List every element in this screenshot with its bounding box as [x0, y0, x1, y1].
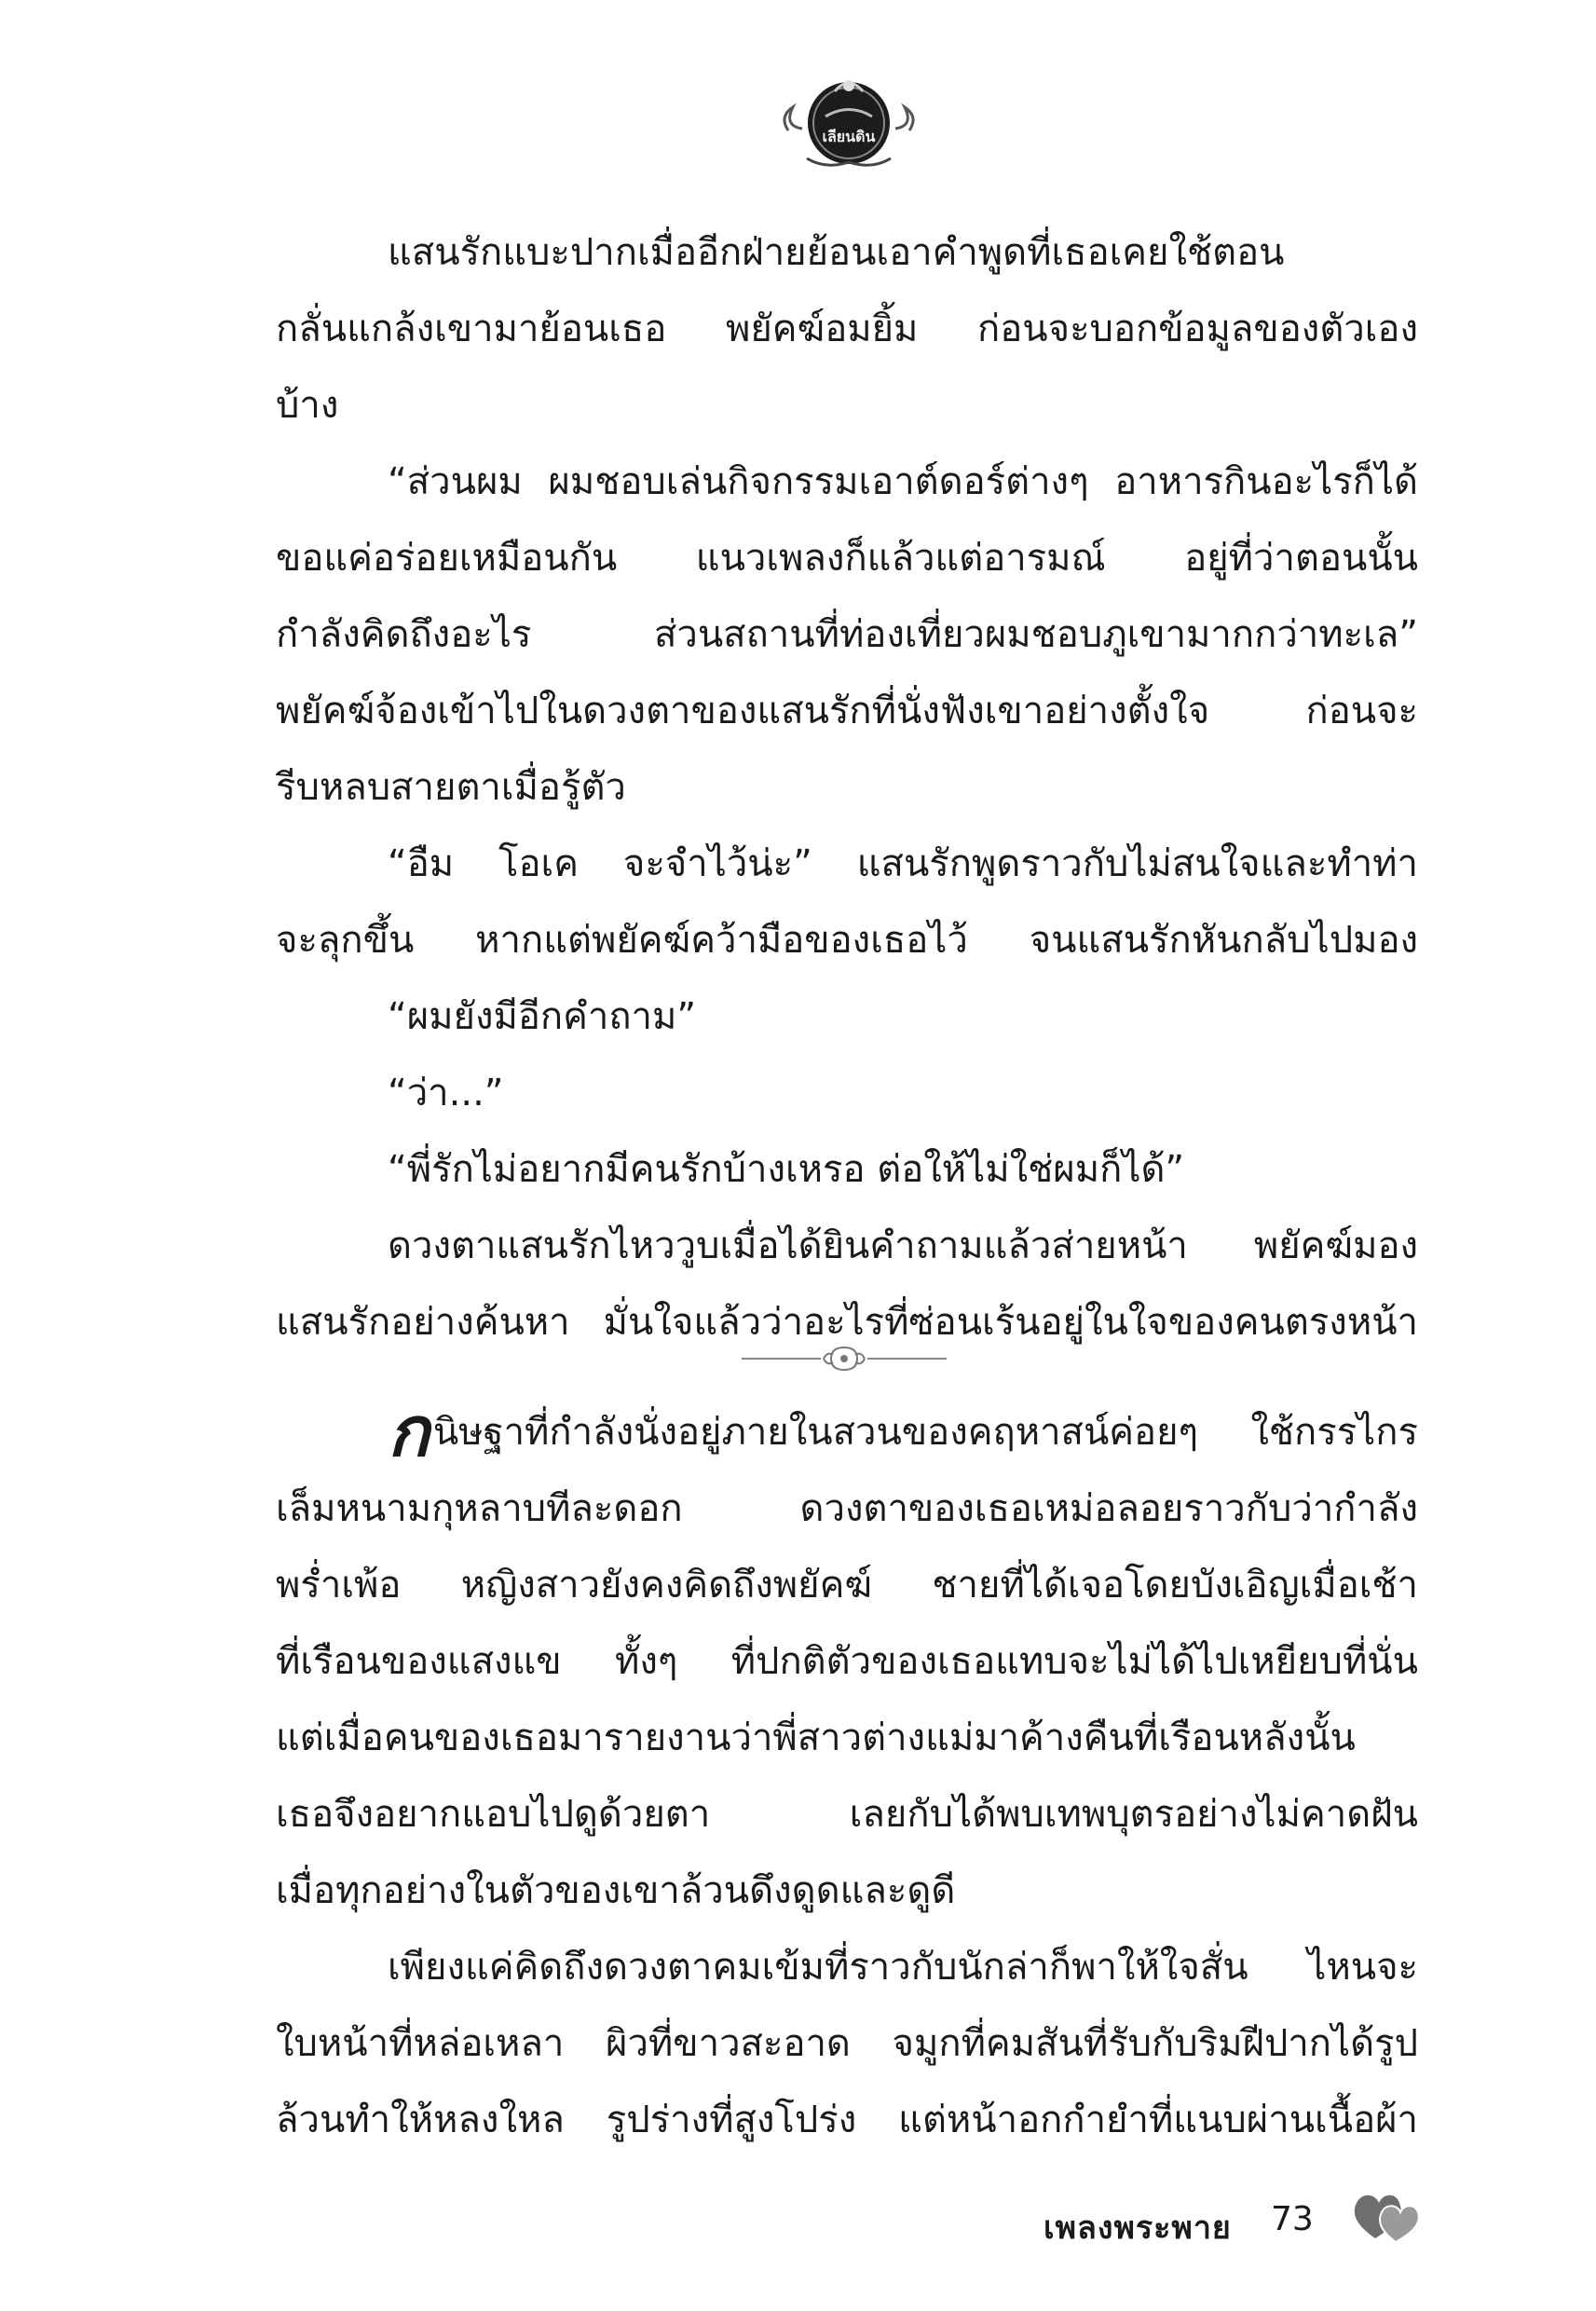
paragraph-line: “อืม โอเค จะจำไว้น่ะ” แสนรักพูดราวกับไม่สนใจและทำท่า: [388, 842, 1418, 885]
ornamental-divider-icon: [742, 1340, 947, 1377]
paragraph-line: พยัคฆ์จ้องเข้าไปในดวงตาของแสนรักที่นั่งฟังเขาอย่างตั้งใจ ก่อนจะ: [276, 690, 1418, 732]
paragraph-line: รีบหลบสายตาเมื่อรู้ตัว: [276, 766, 626, 809]
paragraph-line: บ้าง: [276, 384, 339, 427]
paragraph-line: “ส่วนผม ผมชอบเล่นกิจกรรมเอาต์ดอร์ต่างๆ อาหารกินอะไรก็ได้: [388, 460, 1418, 503]
paragraph-line: เล็มหนามกุหลาบทีละดอก ดวงตาของเธอเหม่อลอยราวกับว่ากำลัง: [276, 1487, 1418, 1530]
paragraph-line: เธอจึงอยากแอบไปดูด้วยตา เลยกับได้พบเทพบุตรอย่างไม่คาดฝัน: [276, 1793, 1418, 1836]
paragraph-line-first: [276, 1394, 1418, 1470]
paragraph-line: เพียงแค่คิดถึงดวงตาคมเข้มที่ราวกับนักล่าก็พาให้ใจสั่น ไหนจะ: [388, 1946, 1418, 1989]
logo-text: เลียนดิน: [822, 128, 876, 145]
paragraph-line: กำลังคิดถึงอะไร ส่วนสถานที่ท่องเที่ยวผมชอบภูเขามากกว่าทะเล”: [276, 613, 1418, 656]
paragraph-line: “ว่า...”: [388, 1072, 504, 1114]
paragraph-line: แสนรักอย่างค้นหา มั่นใจแล้วว่าอะไรที่ซ่อนเร้นอยู่ในใจของคนตรงหน้า: [276, 1301, 1418, 1344]
page-number: 73: [1271, 2200, 1314, 2238]
paragraph-line: ดวงตาแสนรักไหววูบเมื่อได้ยินคำถามแล้วส่ายหน้า พยัคฆ์มอง: [388, 1224, 1418, 1267]
book-title: เพลงพระพาย: [1044, 2209, 1232, 2247]
paragraph-line: ใบหน้าที่หล่อเหลา ผิวที่ขาวสะอาด จมูกที่คมสันที่รับกับริมฝีปากได้รูป: [276, 2022, 1418, 2065]
paragraph-line: กลั่นแกล้งเขามาย้อนเธอ พยัคฆ์อมยิ้ม ก่อนจะบอกข้อมูลของตัวเอง: [276, 308, 1418, 350]
paragraph-line: ที่เรือนของแสงแข ทั้งๆ ที่ปกติตัวของเธอแทบจะไม่ได้ไปเหยียบที่นั่น: [276, 1640, 1418, 1683]
paragraph-line: “ผมยังมีอีกคำถาม”: [388, 995, 697, 1038]
paragraph-line: พร่ำเพ้อ หญิงสาวยังคงคิดถึงพยัคฆ์ ชายที่ได้เจอโดยบังเอิญเมื่อเช้า: [276, 1564, 1418, 1607]
double-heart-icon: [1349, 2184, 1424, 2249]
drop-cap: ก: [388, 1394, 430, 1470]
paragraph-line: เมื่อทุกอย่างในตัวของเขาล้วนดึงดูดและดูดี: [276, 1869, 956, 1912]
section-2: [276, 1394, 1418, 2158]
paragraph-line: แสนรักแบะปากเมื่ออีกฝ่ายย้อนเอาคำพูดที่เธอเคยใช้ตอน: [388, 231, 1285, 274]
paragraph-line: แต่เมื่อคนของเธอมารายงานว่าพี่สาวต่างแม่มาค้างคืนที่เรือนหลังนั้น: [276, 1716, 1356, 1759]
ornate-crest-icon: [770, 65, 928, 177]
paragraph-line: ขอแค่อร่อยเหมือนกัน แนวเพลงก็แล้วแต่อารมณ์ อยู่ที่ว่าตอนนั้น: [276, 537, 1418, 580]
paragraph-line: “พี่รักไม่อยากมีคนรักบ้างเหรอ ต่อให้ไม่ใช่ผมก็ได้”: [388, 1148, 1185, 1191]
section-1: [276, 214, 1418, 1361]
paragraph-line: ล้วนทำให้หลงใหล รูปร่างที่สูงโปร่ง แต่หน้าอกกำยำที่แนบผ่านเนื้อผ้า: [276, 2099, 1418, 2141]
paragraph-line: จะลุกขึ้น หากแต่พยัคฆ์คว้ามือของเธอไว้ จนแสนรักหันกลับไปมอง: [276, 919, 1418, 962]
first-line-text: นิษฐาที่กำลังนั่งอยู่ภายในสวนของคฤหาสน์ค่อยๆ ใช้กรรไกร: [432, 1411, 1418, 1454]
